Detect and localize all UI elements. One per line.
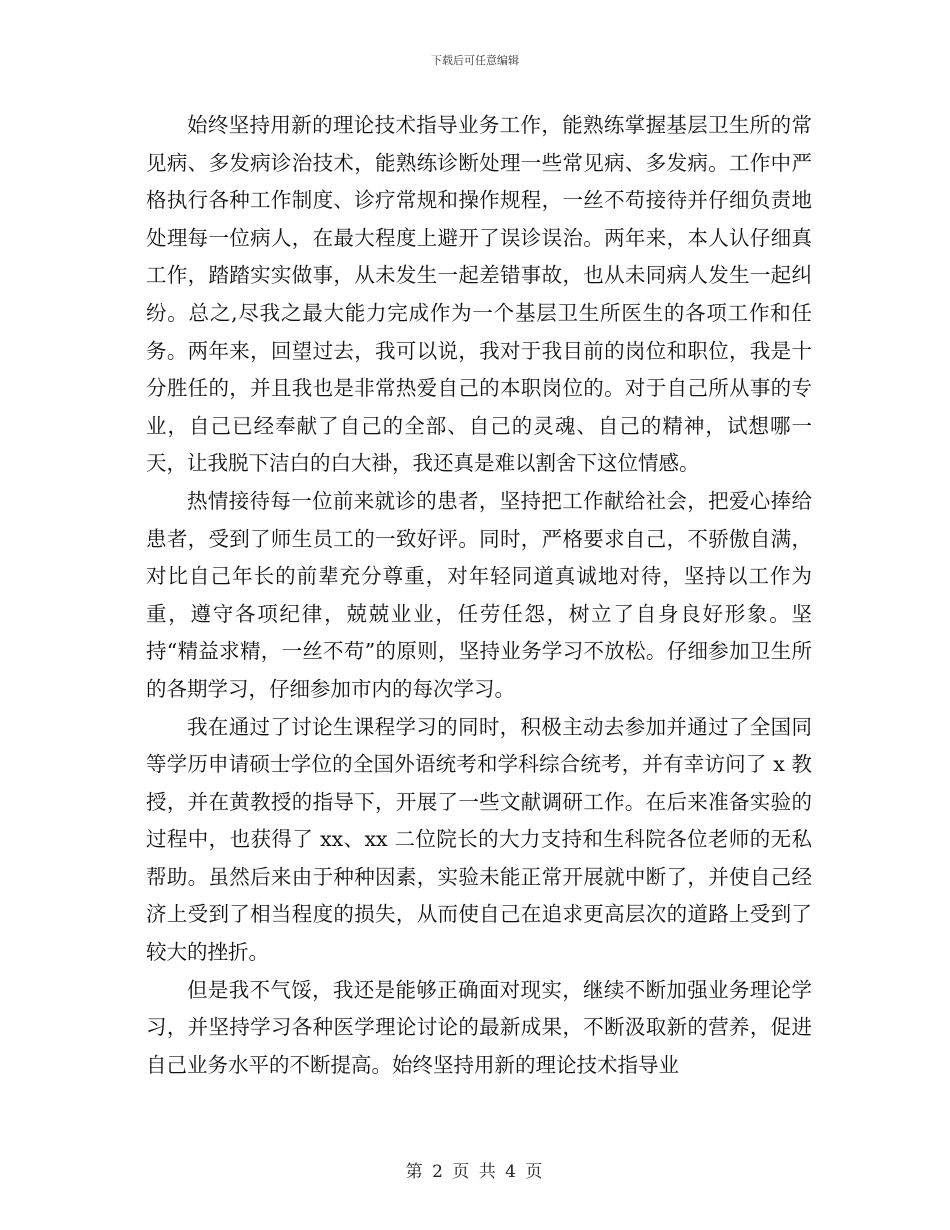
document-body: [146, 107, 812, 1084]
page-number: 第 2 页 共 4 页: [405, 1162, 545, 1182]
page-header: 下载后可任意编辑: [431, 54, 519, 67]
paragraph-1: 始终坚持用新的理论技术指导业务工作，能熟练掌握基层卫生所的常见病、多发病诊治技术，能熟练诊断处理一些常见病、多发病。工作中严格执行各种工作制度、诊疗常规和操作规程，一丝不苟接待并仔细负责地处理每一位病人，在最大程度上避开了误诊误治。两年来，本人认仔细真工作，踏踏实实做事，从未发生一起差错事故，也从未同病人发生一起纠纷。总之,尽我之最大能力完成作为一个基层卫生所医生的各项工作和任务。两年来，回望过去，我可以说，我对于我目前的岗位和职位，我是十分胜任的，并且我也是非常热爱自己的本职岗位的。对于自己所从事的专业，自己已经奉献了自己的全部、自己的灵魂、自己的精神，试想哪一天，让我脱下洁白的白大褂，我还真是难以割舍下这位情感。: [146, 113, 812, 476]
paragraph-3: 我在通过了讨论生课程学习的同时，积极主动去参加并通过了全国同等学历申请硕士学位的全国外语统考和学科综合统考，并有幸访问了 x 教授，并在黄教授的指导下，开展了一些文献调研工作。在后来准备实验的过程中，也获得了 xx、xx 二位院长的大力支持和生科院各位老师的无私帮助。虽然后来由于种种因素，实验未能正常开展就中断了，并使自己经济上受到了相当程度的损失，从而使自己在追求更高层次的道路上受到了较大的挫折。: [146, 714, 812, 965]
paragraph-4: 但是我不气馁，我还是能够正确面对现实，继续不断加强业务理论学习，并坚持学习各种医学理论讨论的最新成果，不断汲取新的营养，促进自己业务水平的不断提高。始终坚持用新的理论技术指导业: [146, 977, 812, 1077]
paragraph-2: 热情接待每一位前来就诊的患者，坚持把工作献给社会，把爱心捧给患者，受到了师生员工的一致好评。同时，严格要求自己，不骄傲自满，对比自己年长的前辈充分尊重，对年轻同道真诚地对待，坚持以工作为重，遵守各项纪律，兢兢业业，任劳任怨，树立了自身良好形象。坚持“精益求精，一丝不苟”的原则，坚持业务学习不放松。仔细参加卫生所的各期学习，仔细参加市内的每次学习。: [146, 488, 812, 701]
